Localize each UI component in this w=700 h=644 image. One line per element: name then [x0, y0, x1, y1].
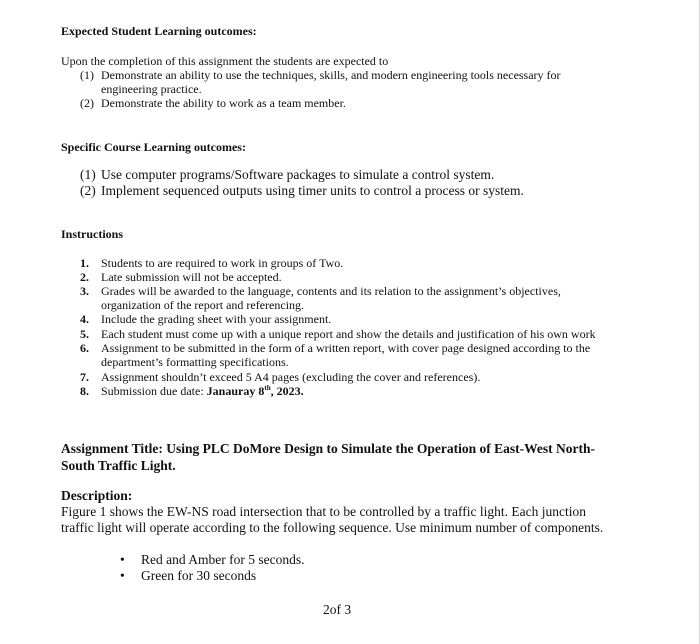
instruction-item: [80, 256, 343, 271]
item-text: Include the grading sheet with your assignment.: [101, 312, 332, 326]
expected-outcome-item: [80, 68, 561, 83]
specific-outcome-item: [80, 183, 524, 199]
item-text: Assignment shouldn’t exceed 5 A4 pages (excluding the cover and references).: [101, 370, 481, 384]
instruction-item: [80, 370, 480, 385]
assignment-title-line1: Assignment Title: Using PLC DoMore Design to Simulate the Operation of East-West North-: [61, 441, 595, 456]
item-number: 6.: [80, 341, 89, 355]
instruction-item-continuation: department’s formatting specifications.: [101, 355, 289, 369]
item-text: Each student must come up with a unique report and show the details and justification of his own work: [101, 327, 596, 341]
item-number: 2.: [80, 270, 89, 284]
item-text: Grades will be awarded to the language, contents and its relation to the assignment’s objectives,: [101, 284, 561, 298]
instruction-item: [80, 284, 561, 299]
item-number: (2): [80, 183, 96, 198]
specific-outcome-item: [80, 167, 494, 183]
item-number: 3.: [80, 284, 89, 298]
item-text: Students to are required to work in groups of Two.: [101, 256, 344, 270]
bullet-icon: •: [120, 552, 125, 567]
instructions-heading: Instructions: [61, 227, 124, 241]
sequence-bullet-item: [120, 568, 256, 584]
description-heading: Description:: [61, 488, 133, 503]
expected-outcome-item: [80, 96, 346, 111]
item-text: Demonstrate the ability to work as a team member.: [101, 96, 346, 110]
item-number: 5.: [80, 327, 89, 341]
item-number: (1): [80, 167, 96, 182]
instruction-item: [80, 384, 304, 399]
item-text: Assignment to be submitted in the form of a written report, with cover page designed according to the: [101, 341, 591, 355]
item-number: 7.: [80, 370, 89, 384]
due-date-label: Submission due date:: [101, 384, 207, 398]
item-number: 8.: [80, 384, 89, 398]
description-text-line1: Figure 1 shows the EW-NS road intersection that to be controlled by a traffic light. Each junction: [61, 504, 586, 519]
instruction-item-continuation: organization of the report and referencing.: [101, 298, 305, 312]
item-text: Demonstrate an ability to use the techniques, skills, and modern engineering tools necessary for: [101, 68, 561, 82]
expected-outcome-item-continuation: engineering practice.: [101, 82, 202, 96]
item-text: Late submission will not be accepted.: [101, 270, 282, 284]
item-text: Implement sequenced outputs using timer units to control a process or system.: [101, 183, 524, 198]
bullet-text: Green for 30 seconds: [141, 568, 257, 583]
instruction-item: [80, 327, 596, 342]
bullet-icon: •: [120, 568, 125, 583]
sequence-bullet-item: [120, 552, 304, 568]
expected-outcomes-heading: Expected Student Learning outcomes:: [61, 24, 257, 38]
description-text-line2: traffic light will operate according to the following sequence. Use minimum number of components.: [61, 520, 604, 535]
expected-outcomes-intro: Upon the completion of this assignment the students are expected to: [61, 54, 389, 68]
item-number: 4.: [80, 312, 89, 326]
page-number: 2of 3: [323, 602, 352, 617]
due-date-value: Janauray 8th, 2023.: [206, 384, 304, 398]
instruction-item: [80, 312, 331, 327]
instruction-item: [80, 341, 590, 356]
instruction-item: [80, 270, 282, 285]
item-number: (2): [80, 96, 94, 110]
assignment-title-line2: South Traffic Light.: [61, 458, 176, 473]
item-text: Use computer programs/Software packages to simulate a control system.: [101, 167, 495, 182]
item-number: (1): [80, 68, 94, 82]
item-number: 1.: [80, 256, 89, 270]
specific-outcomes-heading: Specific Course Learning outcomes:: [61, 140, 246, 154]
bullet-text: Red and Amber for 5 seconds.: [141, 552, 305, 567]
